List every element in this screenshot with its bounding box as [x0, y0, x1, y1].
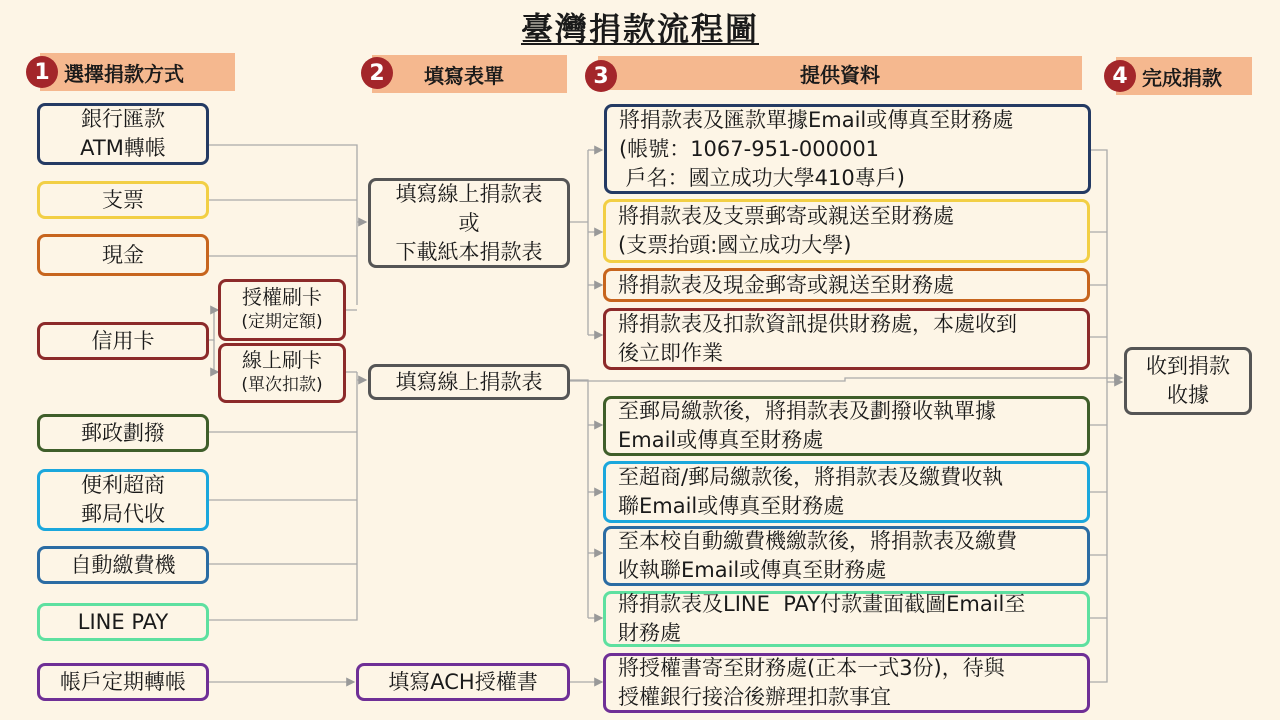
method-convenience: [37, 469, 209, 531]
method-credit-card: [37, 322, 209, 360]
method-convenience-line2: 郵局代收: [81, 502, 165, 526]
info-ach: [603, 653, 1090, 713]
method-kiosk-label: 自動繳費機: [70, 552, 176, 577]
step2-header: [372, 55, 567, 93]
info-card: [603, 308, 1090, 370]
method-linepay: [37, 603, 209, 641]
card-option-online-line2: (單次扣款): [241, 375, 323, 395]
method-postal-label: 郵政劃撥: [81, 420, 165, 445]
page-title: 臺灣捐款流程圖: [520, 10, 759, 48]
info-check-line2: (支票抬頭:國立成功大學): [618, 233, 852, 257]
info-postal-line1: 至郵局繳款後，將捐款表及劃撥收執單據: [618, 399, 996, 423]
info-convenience-line2: 聯Email或傳真至財務處: [618, 494, 845, 518]
method-check-label: 支票: [102, 187, 144, 212]
info-postal-line2: Email或傳真至財務處: [618, 428, 824, 452]
step3-badge: 3: [585, 60, 617, 92]
method-ach-label: 帳戶定期轉帳: [60, 669, 186, 694]
step2-label: 填寫表單: [424, 63, 504, 88]
form-online-or-paper: [368, 178, 570, 268]
method-ach: [37, 663, 209, 701]
method-cash: [37, 234, 209, 276]
card-option-auth: [218, 279, 346, 341]
form-online: [368, 364, 570, 400]
form-ach: [356, 663, 570, 701]
method-linepay-label: LINE PAY: [77, 609, 169, 634]
info-linepay-line2: 財務處: [618, 621, 681, 645]
method-check: [37, 181, 209, 219]
step3-label: 提供資料: [800, 62, 880, 87]
info-kiosk: [603, 526, 1090, 586]
info-card-line1: 將捐款表及扣款資訊提供財務處，本處收到: [618, 312, 1017, 336]
card-option-online: [218, 343, 346, 403]
method-kiosk: [37, 546, 209, 584]
info-linepay-line1: 將捐款表及LINE PAY付款畫面截圖Email至: [618, 592, 1026, 616]
info-check: [603, 199, 1090, 263]
step1-badge: 1: [26, 56, 58, 88]
form-online-label: 填寫線上捐款表: [395, 369, 543, 394]
complete-line2: 收據: [1167, 383, 1209, 407]
info-postal: [603, 396, 1090, 456]
info-bank-line2: (帳號：1067-951-000001: [619, 136, 880, 161]
info-cash-line1: 將捐款表及現金郵寄或親送至財務處: [618, 272, 954, 297]
info-cash: [603, 268, 1090, 302]
card-option-auth-line2: (定期定額): [241, 312, 323, 332]
step3-header: [598, 56, 1082, 90]
step1-label: 選擇捐款方式: [64, 61, 184, 86]
method-postal: [37, 414, 209, 452]
card-option-auth-line1: 授權刷卡: [242, 285, 322, 309]
card-option-online-line1: 線上刷卡: [242, 348, 322, 372]
info-bank-line1: 將捐款表及匯款單據Email或傳真至財務處: [619, 107, 1014, 132]
info-kiosk-line2: 收執聯Email或傳真至財務處: [618, 558, 887, 582]
info-linepay: [603, 591, 1090, 647]
complete-line1: 收到捐款: [1146, 354, 1230, 378]
info-card-line2: 後立即作業: [618, 341, 723, 365]
form-online-or-paper-line1: 填寫線上捐款表: [395, 181, 543, 206]
info-ach-line2: 授權銀行接洽後辦理扣款事宜: [618, 685, 891, 709]
form-online-or-paper-line2: 或: [458, 210, 480, 235]
step4-header: [1116, 57, 1252, 95]
method-bank-line1: 銀行匯款: [81, 107, 165, 131]
info-ach-line1: 將授權書寄至財務處(正本一式3份)，待與: [618, 656, 1005, 680]
method-credit-card-label: 信用卡: [91, 328, 155, 353]
info-bank-line3: 戶名：國立成功大學410專戶): [619, 165, 905, 190]
info-kiosk-line1: 至本校自動繳費機繳款後，將捐款表及繳費: [618, 529, 1017, 553]
method-bank-line2: ATM轉帳: [80, 136, 166, 160]
method-convenience-line1: 便利超商: [81, 473, 165, 497]
form-ach-label: 填寫ACH授權書: [388, 669, 538, 694]
method-cash-label: 現金: [102, 242, 144, 267]
complete-receipt: [1124, 347, 1252, 415]
step2-badge: 2: [361, 57, 393, 89]
form-online-or-paper-line3: 下載紙本捐款表: [395, 239, 543, 264]
method-bank: [37, 103, 209, 165]
step4-label: 完成捐款: [1142, 65, 1222, 90]
step4-badge: 4: [1104, 60, 1136, 92]
info-check-line1: 將捐款表及支票郵寄或親送至財務處: [618, 204, 954, 228]
info-convenience-line1: 至超商/郵局繳款後，將捐款表及繳費收執: [618, 465, 1004, 489]
info-bank: [604, 104, 1091, 194]
step1-header: [40, 53, 235, 91]
info-convenience: [603, 461, 1090, 523]
